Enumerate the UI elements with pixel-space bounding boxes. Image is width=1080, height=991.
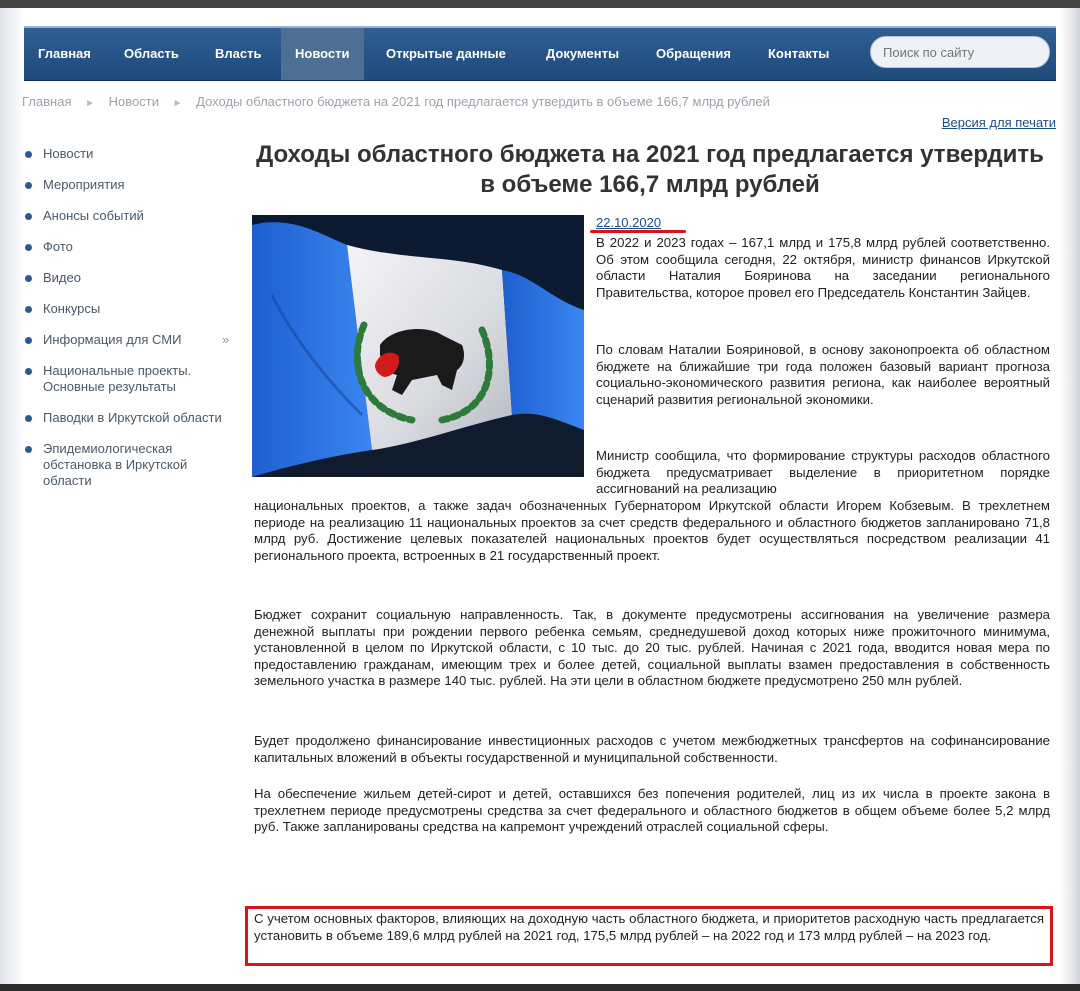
nav-home[interactable]: Главная: [38, 46, 91, 61]
sidebar-item-national-projects[interactable]: [22, 363, 222, 395]
article-date[interactable]: 22.10.2020: [596, 215, 662, 230]
expand-arrow-icon[interactable]: »: [222, 332, 230, 347]
sidebar-item-news[interactable]: [22, 146, 222, 162]
nav-region[interactable]: Область: [124, 46, 179, 61]
sidebar-item-label: Информация для СМИ: [43, 332, 182, 347]
article-title: Доходы областного бюджета на 2021 год предлагается утвердить в объеме 166,7 млрд рублей: [256, 141, 1044, 198]
article-photo: [252, 215, 584, 477]
bullet-icon: [25, 151, 32, 158]
bullet-icon: [25, 213, 32, 220]
sidebar-item-media-info[interactable]: [22, 332, 230, 348]
bullet-icon: [25, 275, 32, 282]
sidebar-item-video[interactable]: [22, 270, 222, 286]
article-paragraph: Министр сообщила, что формирование структуры расходов областного бюджета предусматривает выделение в приоритетном порядке ассигнований на реализацию: [596, 448, 1050, 496]
search-input[interactable]: [870, 36, 1050, 68]
bottom-strip: [0, 984, 1080, 991]
sidebar-item-label: Национальные проекты. Основные результаты: [43, 363, 192, 394]
sidebar-item-announcements[interactable]: [22, 208, 222, 224]
nav-open-data[interactable]: Открытые данные: [386, 46, 506, 61]
sidebar-item-label: Видео: [43, 270, 81, 285]
article-paragraph: Бюджет сохранит социальную направленность. Так, в документе предусмотрены ассигнования на увеличение размера денежной выплаты при рождении первого ребенка семьям, среднедушевой доход которых ниже прожиточного минимума, установленной в целом по Иркутской области, с 10 тыс. до 20 тыс. рублей. Начиная с 2021 года, вводится новая мера по предоставлению гражданам, имеющим трех и более детей, социальной выплаты взамен предоставления в собственность земельного участка в размере 140 тыс. рублей. На эти цели в областном бюджете предусмотрено 250 млн рублей.: [254, 607, 1050, 688]
sidebar-item-events[interactable]: [22, 177, 222, 193]
nav-government[interactable]: Власть: [215, 46, 262, 61]
bullet-icon: [25, 337, 32, 344]
nav-appeals[interactable]: Обращения: [656, 46, 731, 61]
nav-documents[interactable]: Документы: [546, 46, 620, 61]
breadcrumb-separator-icon: ►: [172, 98, 183, 109]
sidebar-item-label: Конкурсы: [43, 301, 101, 316]
article-paragraph: На обеспечение жильем детей-сирот и детей, оставшихся без попечения родителей, лиц из их числа в проекте закона в трехлетнем периоде предусмотрены средства за счет федерального и областного бюджетов в общем объеме более 5,2 млрд руб. Также запланированы средства на капремонт учреждений отраслей социальной сферы.: [254, 786, 1050, 834]
regional-flag-image: [252, 215, 584, 477]
bullet-icon: [25, 182, 32, 189]
sidebar-item-photo[interactable]: [22, 239, 222, 255]
bullet-icon: [25, 368, 32, 375]
nav-contacts[interactable]: Контакты: [768, 46, 830, 61]
breadcrumb-separator-icon: ►: [85, 98, 96, 109]
breadcrumb-home[interactable]: Главная: [22, 94, 72, 109]
sidebar-item-label: Мероприятия: [43, 177, 125, 192]
bullet-icon: [25, 415, 32, 422]
sidebar-item-label: Фото: [43, 239, 73, 254]
article-paragraph: В 2022 и 2023 годах – 167,1 млрд и 175,8 млрд рублей соответственно. Об этом сообщила сегодня, 22 октября, министр финансов Иркутской области Наталия Бояринова на заседании регионального Правительства, которое провел его Председатель Константин Зайцев.: [596, 235, 1050, 300]
main-nav: [24, 26, 1056, 80]
article-paragraph: национальных проектов, а также задач обозначенных Губернатором Иркутской области Игорем Кобзевым. В трехлетнем периоде на реализацию 11 национальных проектов за счет средств федерального и областного бюджетов запланировано 71,8 млрд руб. Достижение целевых показателей национальных проектов будет осуществляться посредством реализации 41 регионального проекта, встроенных в 21 государственный проект.: [254, 498, 1050, 563]
highlighted-paragraph-box: [245, 906, 1053, 966]
date-highlight-underline: [590, 230, 686, 233]
nav-news[interactable]: Новости: [281, 28, 364, 80]
article-paragraph: Будет продолжено финансирование инвестиционных расходов с учетом межбюджетных трансфертов на софинансирование капитальных вложений в объекты государственной и муниципальной собственности.: [254, 733, 1050, 765]
sidebar: [22, 146, 230, 504]
sidebar-item-label: Анонсы событий: [43, 208, 144, 223]
breadcrumb: [22, 94, 770, 109]
sidebar-item-label: Паводки в Иркутской области: [43, 410, 222, 425]
article-paragraph: По словам Наталии Бояриновой, в основу законопроекта об областном бюджете на ближайшие три года положен базовый вариант прогноза социально-экономического развития региона, как наиболее вероятный сценарий развития региональной экономики.: [596, 342, 1050, 407]
sidebar-item-contests[interactable]: [22, 301, 222, 317]
sidebar-item-label: Новости: [43, 146, 94, 161]
bullet-icon: [25, 446, 32, 453]
article-paragraph-highlighted: С учетом основных факторов, влияющих на доходную часть областного бюджета, и приоритетов расходную часть предлагается установить в объеме 189,6 млрд рублей на 2021 год, 175,5 млрд рублей – на 2022 год и 173 млрд рублей – на 2023 год.: [254, 911, 1044, 943]
sidebar-item-epidemiology[interactable]: [22, 441, 222, 489]
bullet-icon: [25, 306, 32, 313]
breadcrumb-current: Доходы областного бюджета на 2021 год предлагается утвердить в объеме 166,7 млрд рублей: [196, 94, 770, 109]
bullet-icon: [25, 244, 32, 251]
breadcrumb-news[interactable]: Новости: [108, 94, 159, 109]
sidebar-item-floods[interactable]: [22, 410, 222, 426]
print-version-link[interactable]: Версия для печати: [941, 115, 1056, 130]
sidebar-item-label: Эпидемиологическая обстановка в Иркутской области: [43, 441, 188, 488]
